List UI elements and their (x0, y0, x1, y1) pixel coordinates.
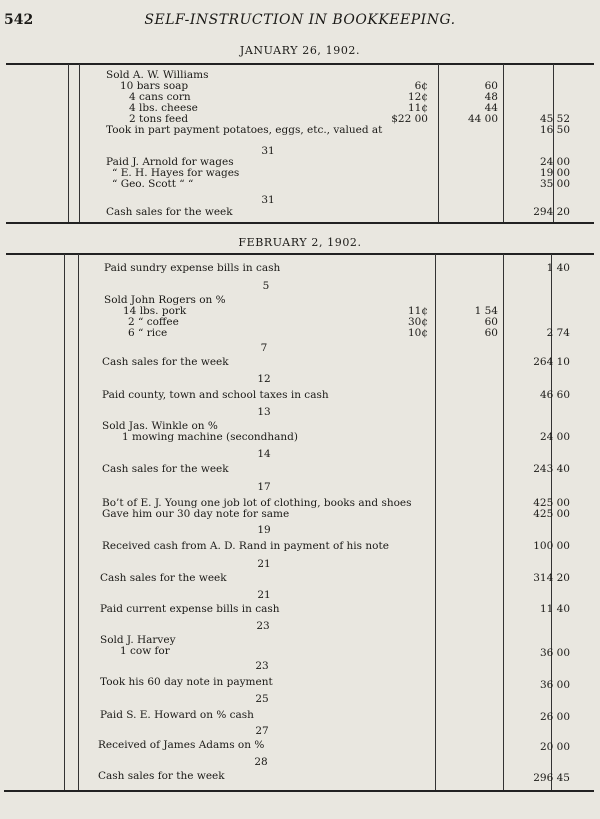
rate-cell: 30¢ (407, 316, 428, 328)
page-title: SELF-INSTRUCTION IN BOOKKEEPING. (144, 12, 456, 28)
day-number: 31 (261, 145, 275, 157)
total-cell: 2 74 (546, 327, 570, 339)
day-number: 23 (255, 660, 269, 672)
total-cell: 24 00 (539, 431, 570, 443)
column-rule (438, 64, 439, 222)
total-cell: 20 00 (539, 741, 570, 753)
entry-line: Sold J. Harvey (100, 634, 176, 646)
day-number: 12 (257, 373, 271, 385)
item-line: 1 cow for (120, 645, 170, 657)
total-cell: 425 00 (533, 508, 570, 520)
total-cell: 35 00 (539, 178, 570, 190)
extension-cell: 60 (484, 80, 498, 92)
total-cell: 26 00 (539, 711, 570, 723)
total-cell: 45 52 (539, 113, 570, 125)
entry-line: Bo’t of E. J. Young one job lot of clothing, books and shoes (102, 497, 412, 509)
item-line: 4 lbs. cheese (129, 102, 198, 114)
rate-cell: $22 00 (391, 113, 428, 125)
item-line: 2 tons feed (129, 113, 189, 125)
item-line: 1 mowing machine (secondhand) (122, 431, 298, 443)
day-number: 21 (257, 558, 271, 570)
entry-line: Sold John Rogers on % (104, 294, 226, 306)
extension-cell: 44 (484, 102, 498, 114)
entry-line: Cash sales for the week (102, 463, 229, 475)
total-cell: 314 20 (533, 572, 570, 584)
table-top-rule (6, 253, 594, 255)
day-number: 27 (255, 725, 269, 737)
total-cell: 425 00 (533, 497, 570, 509)
day-number: 5 (262, 280, 270, 292)
extension-cell: 48 (484, 91, 498, 103)
day-number: 19 (257, 524, 271, 536)
entry-line: Cash sales for the week (102, 356, 229, 368)
entry-line: Sold Jas. Winkle on % (102, 420, 218, 432)
day-number: 21 (257, 589, 271, 601)
extension-cell: 60 (484, 316, 498, 328)
entry-line: Paid current expense bills in cash (100, 603, 280, 615)
extension-cell: 60 (484, 327, 498, 339)
item-line: 14 lbs. pork (123, 305, 187, 317)
entry-line: Cash sales for the week (100, 572, 227, 584)
rate-cell: 6¢ (414, 80, 428, 92)
entry-line: Received of James Adams on % (98, 739, 265, 751)
column-rule (503, 254, 504, 790)
total-cell: 1 40 (546, 262, 570, 274)
day-number: 23 (256, 620, 270, 632)
entry-line: Cash sales for the week (106, 206, 233, 218)
item-line: 10 bars soap (120, 80, 189, 92)
rate-cell: 11¢ (407, 102, 428, 114)
entry-line: Sold A. W. Williams (106, 69, 209, 81)
item-line: 6 “ rice (128, 327, 168, 339)
total-cell: 243 40 (533, 463, 570, 475)
rate-cell: 11¢ (407, 305, 428, 317)
column-rule (68, 64, 69, 222)
total-cell: 36 00 (539, 679, 570, 691)
entry-line: Took in part payment potatoes, eggs, etc., valued at (106, 124, 383, 136)
item-line: 2 “ coffee (128, 316, 179, 328)
day-number: 17 (257, 481, 271, 493)
total-cell: 16 50 (539, 124, 570, 136)
column-rule (435, 254, 436, 790)
entry-line: Paid sundry expense bills in cash (104, 262, 281, 274)
section-bottom-rule (6, 222, 594, 224)
day-number: 14 (257, 448, 271, 460)
column-rule (79, 64, 80, 222)
column-rule (64, 254, 65, 790)
entry-line: Paid J. Arnold for wages (106, 156, 234, 168)
section-date: FEBRUARY 2, 1902. (238, 236, 362, 249)
total-cell: 294 20 (533, 206, 570, 218)
table-bottom-rule (4, 790, 594, 792)
entry-line: Took his 60 day note in payment (100, 676, 273, 688)
entry-line: Paid S. E. Howard on % cash (100, 709, 254, 721)
entry-line: “ E. H. Hayes for wages (112, 167, 240, 179)
extension-cell: 44 00 (467, 113, 498, 125)
table-top-rule (6, 63, 594, 65)
extension-cell: 1 54 (474, 305, 498, 317)
page-number: 542 (4, 12, 34, 28)
column-rule (78, 254, 79, 790)
rate-cell: 12¢ (407, 91, 428, 103)
total-cell: 36 00 (539, 647, 570, 659)
entry-line: Received cash from A. D. Rand in payment of his note (102, 540, 389, 552)
entry-line: “ Geo. Scott “ “ (112, 178, 194, 190)
column-rule (553, 64, 554, 222)
total-cell: 296 45 (533, 772, 570, 784)
total-cell: 11 40 (539, 603, 570, 615)
day-number: 7 (260, 342, 268, 354)
total-cell: 19 00 (539, 167, 570, 179)
day-number: 28 (254, 756, 268, 768)
day-number: 25 (255, 693, 269, 705)
total-cell: 24 00 (539, 156, 570, 168)
total-cell: 100 00 (533, 540, 570, 552)
entry-line: Gave him our 30 day note for same (102, 508, 290, 520)
column-rule (503, 64, 504, 222)
entry-line: Paid county, town and school taxes in cash (102, 389, 329, 401)
total-cell: 264 10 (533, 356, 570, 368)
total-cell: 46 60 (539, 389, 570, 401)
item-line: 4 cans corn (129, 91, 191, 103)
day-number: 13 (257, 406, 271, 418)
entry-line: Cash sales for the week (98, 770, 225, 782)
rate-cell: 10¢ (407, 327, 428, 339)
day-number: 31 (261, 194, 275, 206)
section-date: JANUARY 26, 1902. (239, 44, 361, 57)
